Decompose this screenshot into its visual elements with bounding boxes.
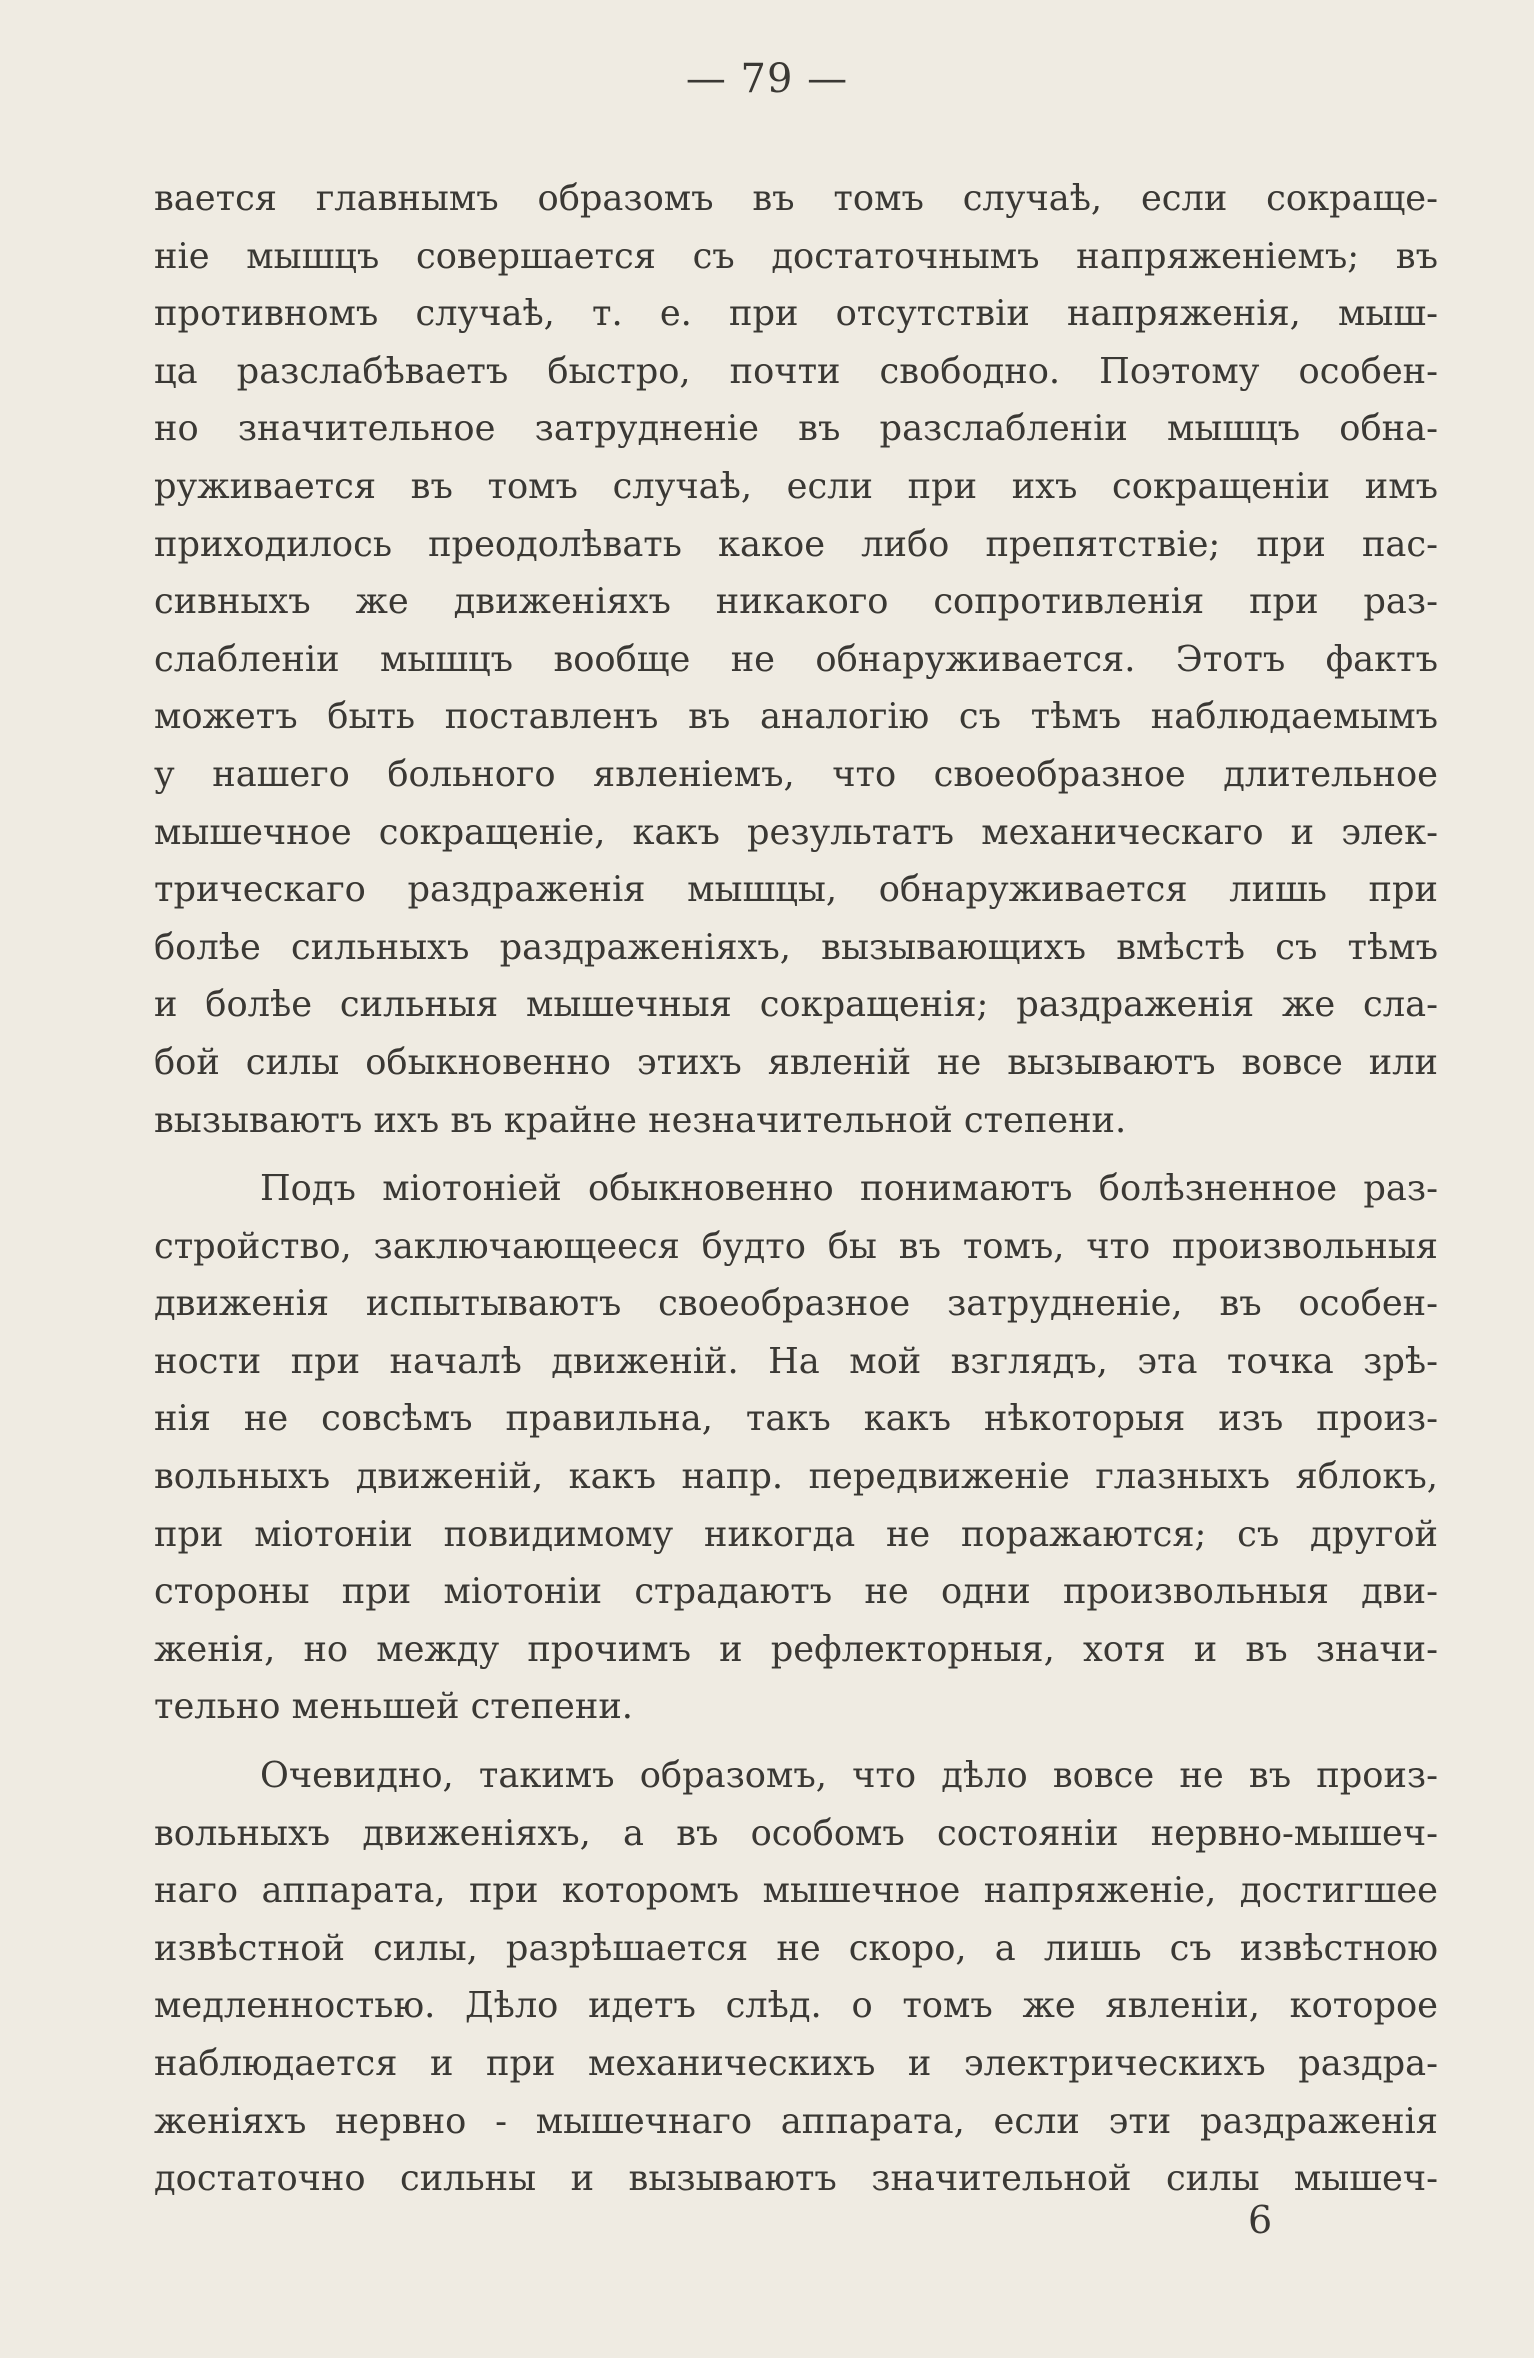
text-line: но значительное затрудненіе въ разслабленіи мышцъ обна- — [154, 408, 1438, 450]
text-line: ности при началѣ движеній. На мой взглядъ, эта точка зрѣ- — [154, 1340, 1438, 1382]
text-line: болѣе сильныхъ раздраженіяхъ, вызывающихъ вмѣстѣ съ тѣмъ — [154, 926, 1438, 968]
signature-mark: 6 — [1248, 2198, 1273, 2242]
text-line: приходилось преодолѣвать какое либо препятствіе; при пас- — [154, 523, 1438, 565]
paragraph-gap — [154, 1149, 1438, 1160]
text-line: женія, но между прочимъ и рефлекторныя, хотя и въ значи- — [154, 1628, 1438, 1670]
body-text — [154, 170, 1438, 2208]
text-line: руживается въ томъ случаѣ, если при ихъ сокращеніи имъ — [154, 465, 1438, 507]
text-line: вольныхъ движеній, какъ напр. передвиженіе глазныхъ яблокъ, — [154, 1456, 1438, 1498]
text-line: можетъ быть поставленъ въ аналогію съ тѣмъ наблюдаемымъ — [154, 696, 1438, 738]
text-line: нія не совсѣмъ правильна, такъ какъ нѣкоторыя изъ произ- — [154, 1398, 1438, 1440]
text-line: сивныхъ же движеніяхъ никакого сопротивленія при раз- — [154, 581, 1438, 623]
text-line: извѣстной силы, разрѣшается не скоро, а лишь съ извѣстною — [154, 1927, 1438, 1969]
text-line: мышечное сокращеніе, какъ результатъ механическаго и элек- — [154, 811, 1438, 853]
page-number: — 79 — — [685, 56, 849, 102]
text-line: бой силы обыкновенно этихъ явленій не вызываютъ вовсе или — [154, 1041, 1438, 1083]
text-line: у нашего больного явленіемъ, что своеобразное длительное — [154, 753, 1438, 795]
text-line: Подъ міотоніей обыкновенно понимаютъ болѣзненное раз- — [260, 1168, 1438, 1210]
paragraph-2 — [154, 1160, 1438, 1736]
text-line: женіяхъ нервно - мышечнаго аппарата, если эти раздраженія — [154, 2100, 1438, 2142]
text-line: достаточно сильны и вызываютъ значительной силы мышеч- — [154, 2158, 1438, 2200]
text-line: медленностью. Дѣло идетъ слѣд. о томъ же явленіи, которое — [154, 1985, 1438, 2027]
text-line: ца разслабѣваетъ быстро, почти свободно. Поэтому особен- — [154, 350, 1438, 392]
text-line: при міотоніи повидимому никогда не поражаются; съ другой — [154, 1513, 1438, 1555]
paragraph-3 — [154, 1747, 1438, 2208]
text-line: наблюдается и при механическихъ и электрическихъ раздра- — [154, 2043, 1438, 2084]
text-line: стороны при міотоніи страдаютъ не одни произвольныя дви- — [154, 1571, 1438, 1613]
text-line: вается главнымъ образомъ въ томъ случаѣ, если сокраще- — [154, 178, 1438, 219]
text-line: вольныхъ движеніяхъ, а въ особомъ состояніи нервно-мышеч- — [154, 1812, 1438, 1854]
text-line: противномъ случаѣ, т. е. при отсутствіи напряженія, мыш- — [154, 293, 1438, 335]
paragraph-1 — [154, 170, 1438, 1149]
text-line: трическаго раздраженія мышцы, обнаруживается лишь при — [154, 869, 1438, 911]
text-line: Очевидно, такимъ образомъ, что дѣло вовсе не въ произ- — [260, 1755, 1438, 1797]
text-line: и болѣе сильныя мышечныя сокращенія; раздраженія же сла- — [154, 984, 1438, 1026]
text-line: вызываютъ ихъ въ крайне незначительной степени. — [154, 1099, 1127, 1141]
text-line: ніе мышцъ совершается съ достаточнымъ напряженіемъ; въ — [154, 235, 1438, 277]
text-line: тельно меньшей степени. — [154, 1686, 633, 1728]
text-line: стройство, заключающееся будто бы въ томъ, что произвольныя — [154, 1225, 1438, 1267]
text-line: движенія испытываютъ своеобразное затрудненіе, въ особен- — [154, 1283, 1438, 1325]
text-line: слабленіи мышцъ вообще не обнаруживается. Этотъ фактъ — [154, 638, 1438, 680]
text-line: наго аппарата, при которомъ мышечное напряженіе, достигшее — [154, 1870, 1438, 1912]
paragraph-gap — [154, 1736, 1438, 1747]
